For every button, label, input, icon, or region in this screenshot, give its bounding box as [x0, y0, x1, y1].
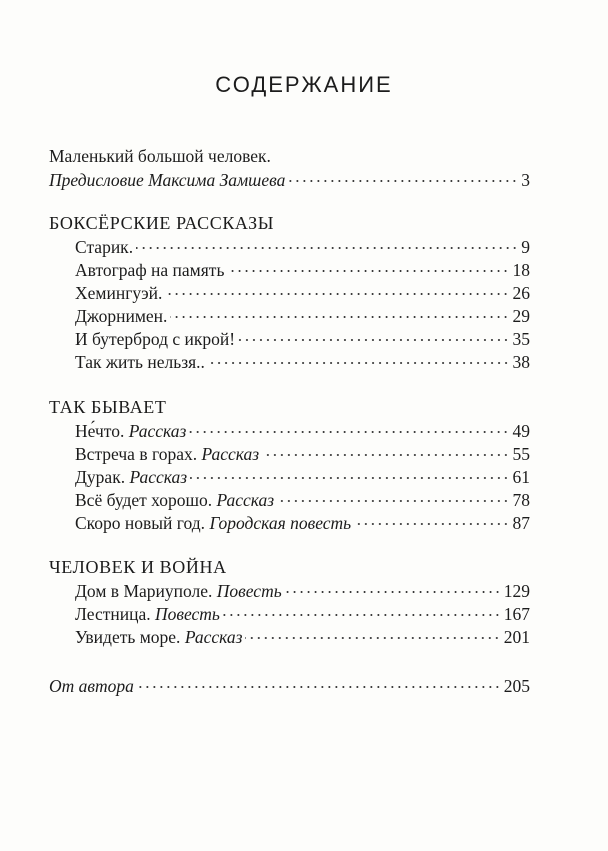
page-number: 26: [512, 283, 530, 303]
page-title: СОДЕРЖАНИЕ: [215, 72, 393, 97]
page-number: 205: [503, 676, 530, 696]
dot-leader: [137, 686, 501, 688]
afterword-title: От автора: [49, 676, 134, 696]
page-number: 167: [503, 604, 530, 624]
toc-entry[interactable]: [75, 282, 530, 304]
entry-title: Так жить нельзя..: [75, 352, 205, 372]
dot-leader: [190, 477, 509, 479]
section-heading: БОКСЁРСКИЕ РАССКАЗЫ: [49, 213, 275, 233]
dot-leader: [288, 180, 518, 182]
section-heading: ТАК БЫВАЕТ: [49, 397, 167, 417]
dot-leader: [170, 316, 509, 318]
page-number: 61: [512, 467, 530, 487]
dot-leader: [277, 500, 509, 502]
page-number: 18: [512, 260, 530, 280]
preface-line: Маленький большой человек.: [49, 146, 271, 166]
entry-title: Не́что.: [75, 421, 129, 441]
page-number: 78: [512, 490, 530, 510]
toc-entry[interactable]: [75, 328, 530, 350]
entry-genre: Рассказ: [216, 490, 275, 510]
dot-leader: [245, 637, 500, 639]
entry-title: Автограф на память: [75, 260, 225, 280]
page-number: 55: [512, 444, 530, 464]
page-number: 3: [521, 170, 530, 190]
entry-title: Лестница.: [75, 604, 155, 624]
toc-entry-preface[interactable]: [49, 169, 530, 191]
entry-genre: Повесть: [154, 604, 220, 624]
entry-title: Хемингуэй.: [75, 283, 163, 303]
toc-entry[interactable]: [75, 443, 530, 465]
dot-leader: [262, 454, 509, 456]
page-number: 129: [503, 581, 530, 601]
entry-title: Всё будет хорошо.: [75, 490, 217, 510]
dot-leader: [227, 270, 509, 272]
entry-title: Старик.: [75, 237, 134, 257]
toc-entry[interactable]: [75, 351, 530, 373]
dot-leader: [136, 247, 518, 249]
dot-leader: [223, 614, 501, 616]
toc-entry[interactable]: [75, 626, 530, 648]
preface-subtitle: Предисловие Максима Замшева: [49, 170, 286, 190]
section-heading: ЧЕЛОВЕК И ВОЙНА: [49, 557, 227, 577]
toc-entry[interactable]: [75, 580, 530, 602]
page-number: 87: [512, 513, 530, 533]
entry-title: Джорнимен.: [75, 306, 168, 326]
entry-genre: Повесть: [216, 581, 282, 601]
toc-entry[interactable]: [75, 236, 530, 258]
entry-genre: Рассказ: [129, 467, 188, 487]
entry-title: Встреча в горах.: [75, 444, 202, 464]
page-number: 29: [512, 306, 530, 326]
page-number: 201: [503, 627, 530, 647]
dot-leader: [165, 293, 509, 295]
dot-leader: [354, 523, 509, 525]
entry-genre: Городская повесть: [209, 513, 352, 533]
page-number: 49: [512, 421, 530, 441]
page-number: 38: [512, 352, 530, 372]
dot-leader: [238, 339, 509, 341]
dot-leader: [285, 591, 501, 593]
toc-entry[interactable]: [75, 259, 530, 281]
toc-entry[interactable]: [75, 305, 530, 327]
dot-leader: [189, 431, 509, 433]
entry-title: И бутерброд с икрой!: [75, 329, 236, 349]
toc-entry[interactable]: [75, 420, 530, 442]
toc-entry[interactable]: [75, 466, 530, 488]
entry-genre: Рассказ: [128, 421, 187, 441]
entry-title: Увидеть море.: [75, 627, 185, 647]
entry-title: Дурак.: [75, 467, 130, 487]
page-number: 9: [521, 237, 530, 257]
toc-entry[interactable]: [75, 603, 530, 625]
entry-genre: Рассказ: [184, 627, 243, 647]
entry-title: Скоро новый год.: [75, 513, 210, 533]
toc-entry-afterword[interactable]: [49, 675, 530, 697]
entry-genre: Рассказ: [201, 444, 260, 464]
toc-entry[interactable]: [75, 512, 530, 534]
entry-title: Дом в Мариуполе.: [75, 581, 217, 601]
dot-leader: [208, 362, 510, 364]
page-number: 35: [512, 329, 530, 349]
toc-entry[interactable]: [75, 489, 530, 511]
